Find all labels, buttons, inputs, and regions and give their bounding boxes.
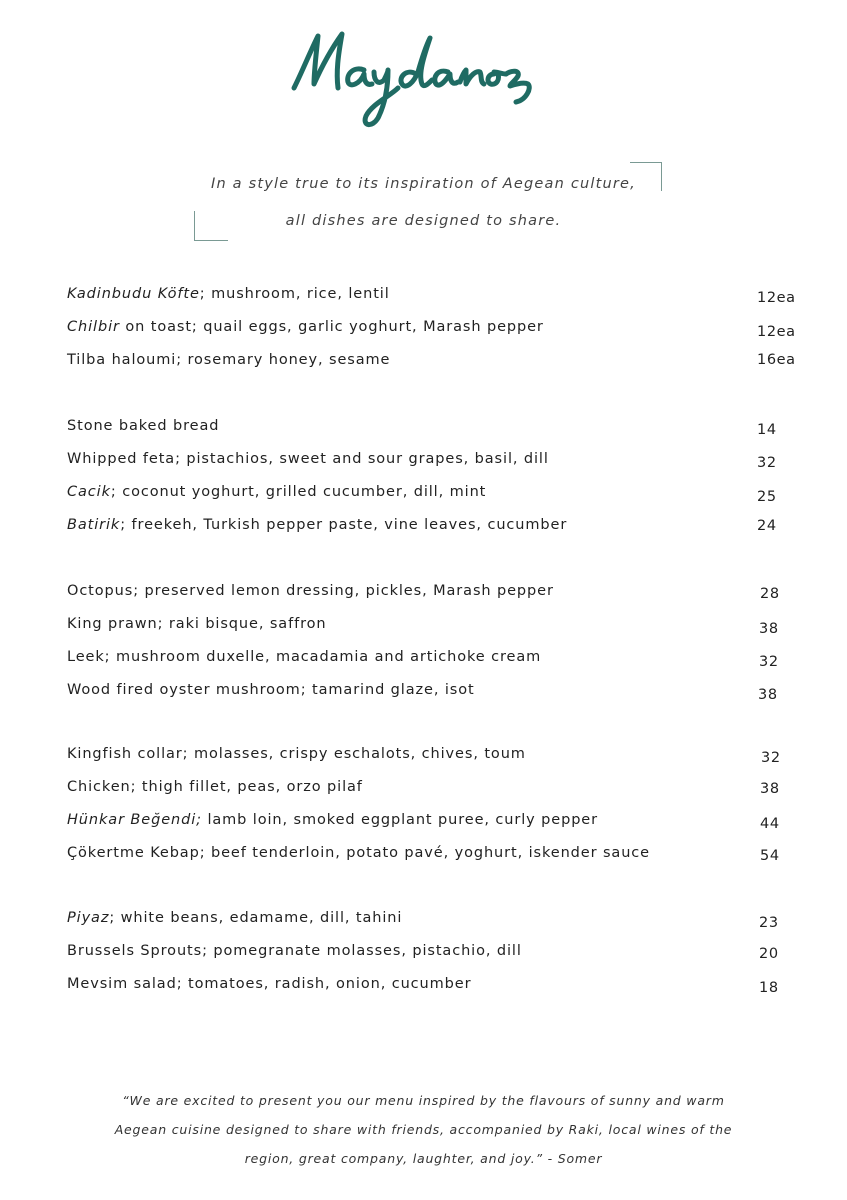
dish-name: Brussels Sprouts bbox=[67, 943, 203, 959]
dish-text bbox=[67, 616, 327, 632]
dish-name: Tilba haloumi bbox=[67, 352, 177, 368]
quote-line-3: region, great company, laughter, and joy.” - Somer bbox=[244, 1151, 603, 1166]
maydanoz-logo bbox=[280, 22, 540, 134]
quote-line-2: Aegean cuisine designed to share with friends, accompanied by Raki, local wines of the bbox=[114, 1122, 733, 1137]
dish-text bbox=[67, 319, 544, 335]
dish-description: ; pistachios, sweet and sour grapes, basil, dill bbox=[175, 451, 549, 467]
dish-price: 20 bbox=[759, 946, 779, 962]
dish-name: Kadinbudu Köfte bbox=[67, 286, 200, 302]
dish-description: ; beef tenderloin, potato pavé, yoghurt, iskender sauce bbox=[199, 845, 650, 861]
dish-price: 14 bbox=[757, 422, 777, 438]
menu-item bbox=[0, 616, 847, 640]
menu-item bbox=[0, 779, 847, 803]
dish-price: 12ea bbox=[757, 324, 796, 340]
dish-description: ; freekeh, Turkish pepper paste, vine leaves, cucumber bbox=[120, 517, 568, 533]
dish-price: 28 bbox=[760, 586, 780, 602]
dish-text bbox=[67, 812, 598, 828]
dish-name: Stone baked bread bbox=[67, 418, 220, 434]
quote-line-1: “We are excited to present you our menu inspired by the flavours of sunny and warm bbox=[122, 1093, 725, 1108]
menu-item bbox=[0, 910, 847, 934]
dish-price: 38 bbox=[760, 781, 780, 797]
menu-item bbox=[0, 319, 847, 343]
dish-name: Octopus bbox=[67, 583, 134, 599]
dish-description: lamb loin, smoked eggplant puree, curly pepper bbox=[201, 812, 598, 828]
dish-text bbox=[67, 286, 390, 302]
dish-name: Chicken bbox=[67, 779, 131, 795]
menu-item bbox=[0, 418, 847, 442]
dish-text bbox=[67, 517, 567, 533]
dish-description: on toast; quail eggs, garlic yoghurt, Marash pepper bbox=[119, 319, 544, 335]
dish-price: 18 bbox=[759, 980, 779, 996]
menu-item bbox=[0, 286, 847, 310]
dish-name: Chilbir bbox=[67, 319, 120, 335]
dish-price: 38 bbox=[758, 687, 778, 703]
dish-name: Wood fired oyster mushroom bbox=[67, 682, 301, 698]
dish-text bbox=[67, 976, 471, 992]
menu-item bbox=[0, 583, 847, 607]
dish-text bbox=[67, 910, 402, 926]
dish-description: ; tamarind glaze, isot bbox=[300, 682, 475, 698]
dish-name: Whipped feta bbox=[67, 451, 176, 467]
dish-description: ; preserved lemon dressing, pickles, Marash pepper bbox=[133, 583, 554, 599]
dish-text bbox=[67, 845, 650, 861]
dish-description: ; tomatoes, radish, onion, cucumber bbox=[176, 976, 472, 992]
dish-text bbox=[67, 484, 486, 500]
menu-item bbox=[0, 451, 847, 475]
dish-text bbox=[67, 943, 522, 959]
dish-text bbox=[67, 451, 549, 467]
dish-name: Mevsim salad bbox=[67, 976, 177, 992]
dish-name: Kingfish collar bbox=[67, 746, 183, 762]
menu-item bbox=[0, 845, 847, 869]
dish-description: ; raki bisque, saffron bbox=[157, 616, 327, 632]
intro-line-1: In a style true to its inspiration of Aegean culture, bbox=[211, 176, 636, 192]
dish-price: 24 bbox=[757, 518, 777, 534]
script-logo-icon bbox=[280, 22, 540, 134]
dish-price: 12ea bbox=[757, 290, 796, 306]
dish-price: 32 bbox=[759, 654, 779, 670]
menu-item bbox=[0, 682, 847, 706]
dish-price: 32 bbox=[757, 455, 777, 471]
dish-description: ; pomegranate molasses, pistachio, dill bbox=[202, 943, 522, 959]
dish-price: 44 bbox=[760, 816, 780, 832]
menu-item bbox=[0, 517, 847, 541]
menu-item bbox=[0, 943, 847, 967]
dish-name: King prawn bbox=[67, 616, 158, 632]
dish-price: 38 bbox=[759, 621, 779, 637]
dish-description: ; molasses, crispy eschalots, chives, toum bbox=[182, 746, 526, 762]
menu-item bbox=[0, 812, 847, 836]
dish-text bbox=[67, 682, 475, 698]
dish-price: 32 bbox=[761, 750, 781, 766]
dish-text bbox=[67, 746, 526, 762]
dish-text bbox=[67, 418, 219, 434]
dish-description: ; rosemary honey, sesame bbox=[176, 352, 391, 368]
intro-line-2: all dishes are designed to share. bbox=[285, 213, 562, 229]
dish-price: 25 bbox=[757, 489, 777, 505]
menu-item bbox=[0, 976, 847, 1000]
dish-price: 16ea bbox=[757, 352, 796, 368]
dish-name: Leek bbox=[67, 649, 105, 665]
dish-description: ; coconut yoghurt, grilled cucumber, dill, mint bbox=[110, 484, 487, 500]
dish-text bbox=[67, 583, 554, 599]
dish-description: ; white beans, edamame, dill, tahini bbox=[109, 910, 403, 926]
menu-item bbox=[0, 746, 847, 770]
dish-name: Batirik bbox=[67, 517, 121, 533]
dish-name: Cacik bbox=[67, 484, 111, 500]
dish-price: 54 bbox=[760, 848, 780, 864]
dish-description: ; thigh fillet, peas, orzo pilaf bbox=[130, 779, 363, 795]
menu-item bbox=[0, 484, 847, 508]
dish-description: ; mushroom duxelle, macadamia and artichoke cream bbox=[104, 649, 542, 665]
dish-text bbox=[67, 779, 363, 795]
menu-item bbox=[0, 649, 847, 673]
dish-name: Piyaz bbox=[67, 910, 110, 926]
menu-item bbox=[0, 352, 847, 376]
dish-name: Çökertme Kebap bbox=[67, 845, 200, 861]
dish-text bbox=[67, 352, 390, 368]
dish-description: ; mushroom, rice, lentil bbox=[199, 286, 390, 302]
dish-text bbox=[67, 649, 541, 665]
dish-name: Hünkar Beğendi; bbox=[67, 812, 202, 828]
dish-price: 23 bbox=[759, 915, 779, 931]
